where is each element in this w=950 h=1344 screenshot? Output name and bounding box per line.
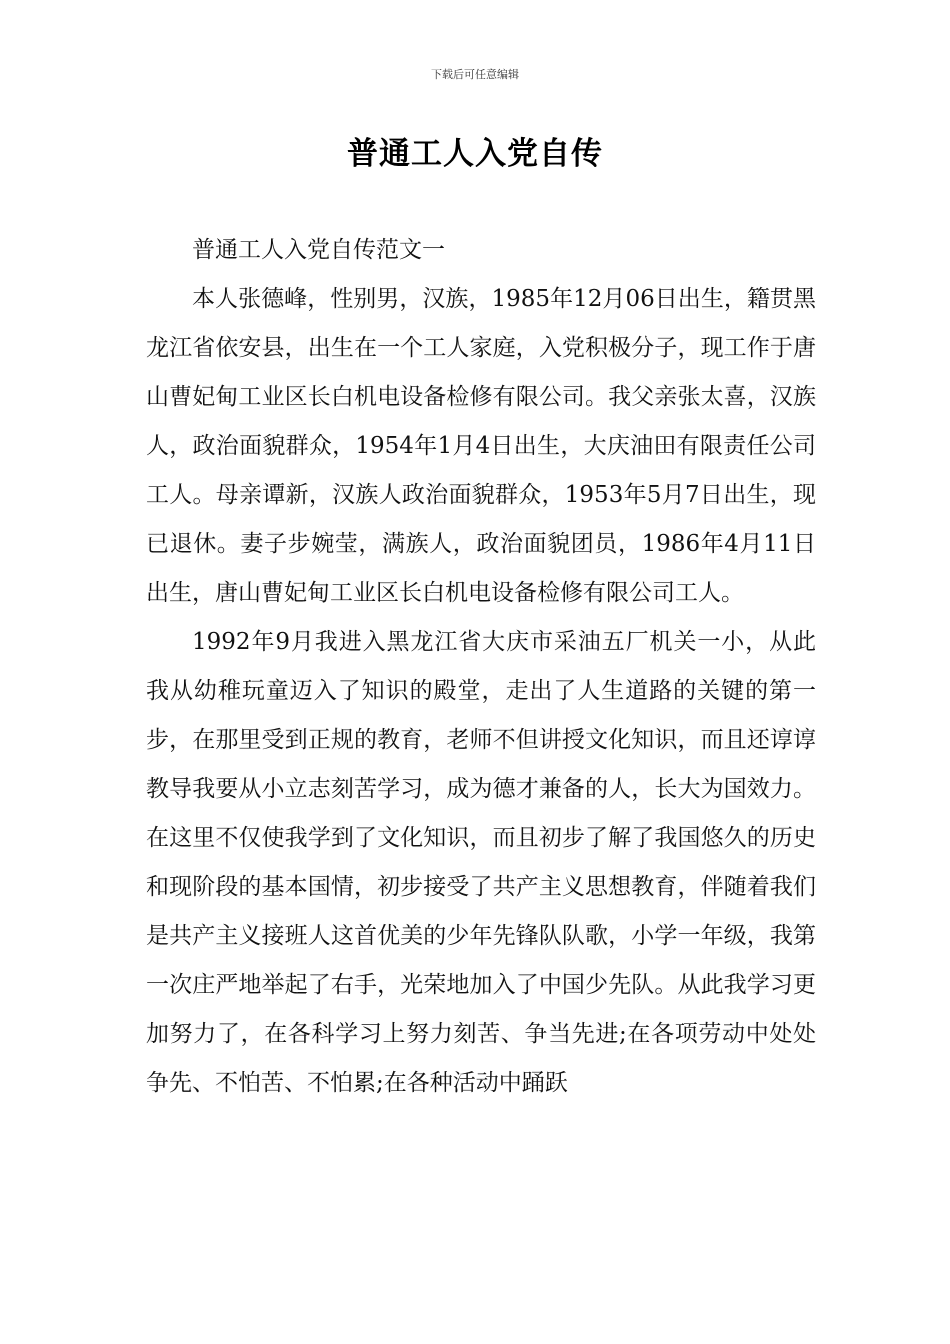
document-body <box>146 226 816 1108</box>
paragraph-personal-info: 本人张德峰，性别男，汉族，1985年12月06日出生，籍贯黑龙江省依安县，出生在一个工人家庭，入党积极分子，现工作于唐山曹妃甸工业区长白机电设备检修有限公司。我父亲张太喜，汉族人，政治面貌群众，1954年1月4日出生，大庆油田有限责任公司工人。母亲谭新，汉族人政治面貌群众，1953年5月7日出生，现已退休。妻子步婉莹，满族人，政治面貌团员，1986年4月11日出生，唐山曹妃甸工业区长白机电设备检修有限公司工人。 <box>146 286 816 606</box>
header-note: 下载后可任意编辑 <box>431 68 519 81</box>
section-heading: 普通工人入党自传范文一 <box>192 237 445 263</box>
paragraph-education: 1992年9月我进入黑龙江省大庆市采油五厂机关一小，从此我从幼稚玩童迈入了知识的殿堂，走出了人生道路的关键的第一步，在那里受到正规的教育，老师不但讲授文化知识，而且还谆谆教导我要从小立志刻苦学习，成为德才兼备的人，长大为国效力。在这里不仅使我学到了文化知识，而且初步了解了我国悠久的历史和现阶段的基本国情，初步接受了共产主义思想教育，伴随着我们是共产主义接班人这首优美的少年先锋队队歌，小学一年级，我第一次庄严地举起了右手，光荣地加入了中国少先队。从此我学习更加努力了，在各科学习上努力刻苦、争当先进;在各项劳动中处处争先、不怕苦、不怕累;在各种活动中踊跃 <box>146 629 816 1096</box>
document-title: 普通工人入党自传 <box>347 136 603 172</box>
